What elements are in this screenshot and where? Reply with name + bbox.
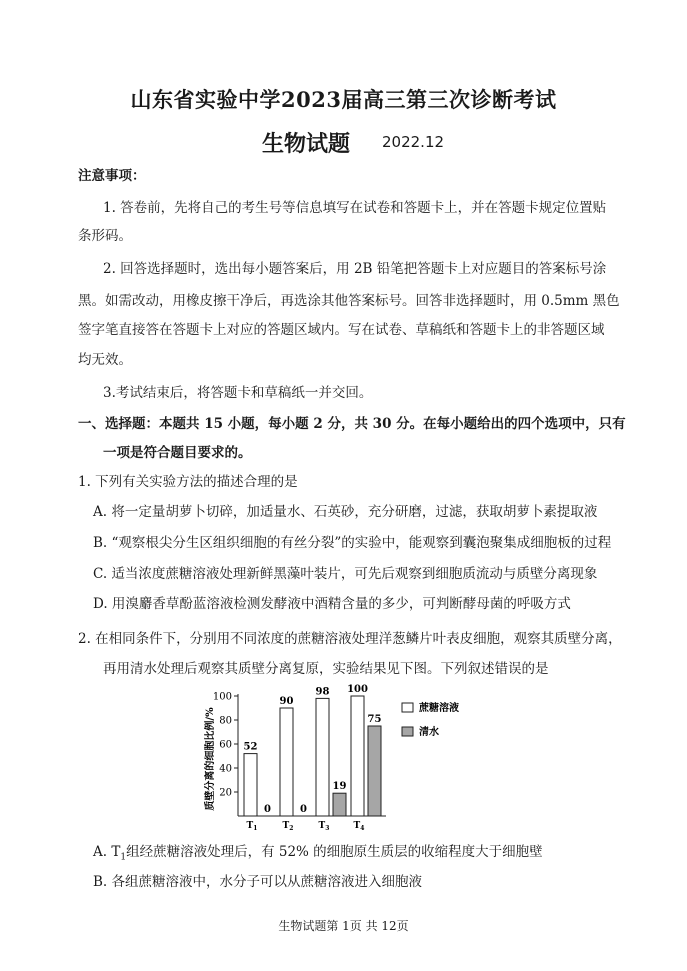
q1-option-d: D. 用溴麝香草酚蓝溶液检测发酵液中酒精含量的多少，可判断酵母菌的呼吸方式	[93, 596, 571, 612]
page-footer: 生物试题第 1页 共 12页	[278, 919, 409, 933]
exam-date: 2022.12	[382, 133, 445, 151]
legend-swatch	[402, 727, 413, 736]
section-1-heading-line-2: 一项是符合题目要求的。	[103, 445, 252, 461]
y-tick-label: 80	[219, 715, 232, 727]
bar-value-label: 0	[264, 804, 271, 815]
q2-stem-line-2: 再用清水处理后观察其质壁分离复原，实验结果见下图。下列叙述错误的是	[103, 661, 549, 677]
notice-heading: 注意事项：	[78, 168, 146, 184]
q1-option-c: C. 适当浓度蔗糖溶液处理新鲜黑藻叶装片，可先后观察到细胞质流动与质壁分离现象	[93, 566, 598, 582]
notice-item-2-line-2: 黑。如需改动，用橡皮擦干净后，再选涂其他答案标号。回答非选择题时，用 0.5mm 黑色	[78, 293, 620, 309]
x-tick-label: $T_3$	[318, 821, 330, 832]
bar	[368, 726, 381, 816]
q2-option-a-subscript: 1	[120, 852, 127, 863]
bar-value-label: 19	[332, 781, 347, 793]
legend-swatch	[402, 703, 413, 712]
bar	[280, 708, 293, 816]
bar-value-label: 0	[300, 804, 307, 815]
bar-value-label: 90	[279, 696, 294, 707]
notice-item-2-line-4: 均无效。	[78, 352, 132, 368]
x-tick-label: $T_2$	[282, 821, 294, 832]
q1-option-b: B. “观察根尖分生区组织细胞的有丝分裂”的实验中，能观察到囊泡聚集成细胞板的过程	[93, 535, 612, 551]
y-tick-label: 100	[212, 691, 232, 703]
x-tick-label: $T_4$	[353, 821, 365, 832]
q2-option-a	[93, 842, 543, 868]
q2-option-a-prefix: A. T	[93, 844, 121, 860]
bar	[244, 754, 257, 816]
q2-option-b: B. 各组蔗糖溶液中，水分子可以从蔗糖溶液进入细胞液	[93, 874, 423, 890]
notice-item-1-line-2: 条形码。	[78, 228, 132, 244]
bar	[351, 696, 364, 816]
bar-value-label: 75	[367, 714, 382, 725]
bar-chart	[196, 684, 496, 834]
y-tick-label: 20	[219, 787, 232, 799]
x-tick-label: $T_1$	[246, 821, 258, 832]
notice-item-3: 3.考试结束后，将答题卡和草稿纸一并交回。	[103, 385, 373, 401]
q1-option-a: A. 将一定量胡萝卜切碎，加适量水、石英砂，充分研磨，过滤，获取胡萝卜素提取液	[93, 504, 598, 520]
q1-stem: 1. 下列有关实验方法的描述合理的是	[78, 474, 298, 490]
q2-stem-line-1: 2. 在相同条件下，分别用不同浓度的蔗糖溶液处理洋葱鳞片叶表皮细胞，观察其质壁分离，	[78, 631, 622, 647]
y-tick-label: 40	[219, 763, 232, 775]
section-1-heading-line-1: 一、选择题：本题共 15 小题，每小题 2 分，共 30 分。在每小题给出的四个选项中，只有	[78, 416, 626, 432]
notice-item-2-line-3: 签字笔直接答在答题卡上对应的答题区域内。写在试卷、草稿纸和答题卡上的非答题区域	[78, 322, 605, 338]
notice-item-1-line-1: 1. 答卷前，先将自己的考生号等信息填写在试卷和答题卡上，并在答题卡规定位置贴	[103, 200, 607, 216]
bar-value-label: 52	[243, 741, 258, 753]
exam-title: 山东省实验中学2023届高三第三次诊断考试	[130, 87, 557, 112]
y-tick-label: 60	[219, 739, 232, 751]
bar	[316, 698, 329, 816]
q2-option-a-text: 组经蔗糖溶液处理后，有 52% 的细胞原生质层的收缩程度大于细胞壁	[126, 844, 543, 860]
bar-value-label: 98	[315, 686, 330, 698]
bar	[333, 793, 346, 816]
bar-value-label: 100	[347, 684, 368, 695]
subject-title: 生物试题	[262, 131, 351, 157]
legend-label: 清水	[419, 727, 439, 738]
legend-label: 蔗糖溶液	[419, 703, 459, 714]
y-axis-label: 质壁分离的细胞比例/%	[205, 707, 216, 811]
notice-item-2-line-1: 2. 回答选择题时，选出每小题答案后，用 2B 铅笔把答题卡上对应题目的答案标号涂	[103, 261, 607, 277]
